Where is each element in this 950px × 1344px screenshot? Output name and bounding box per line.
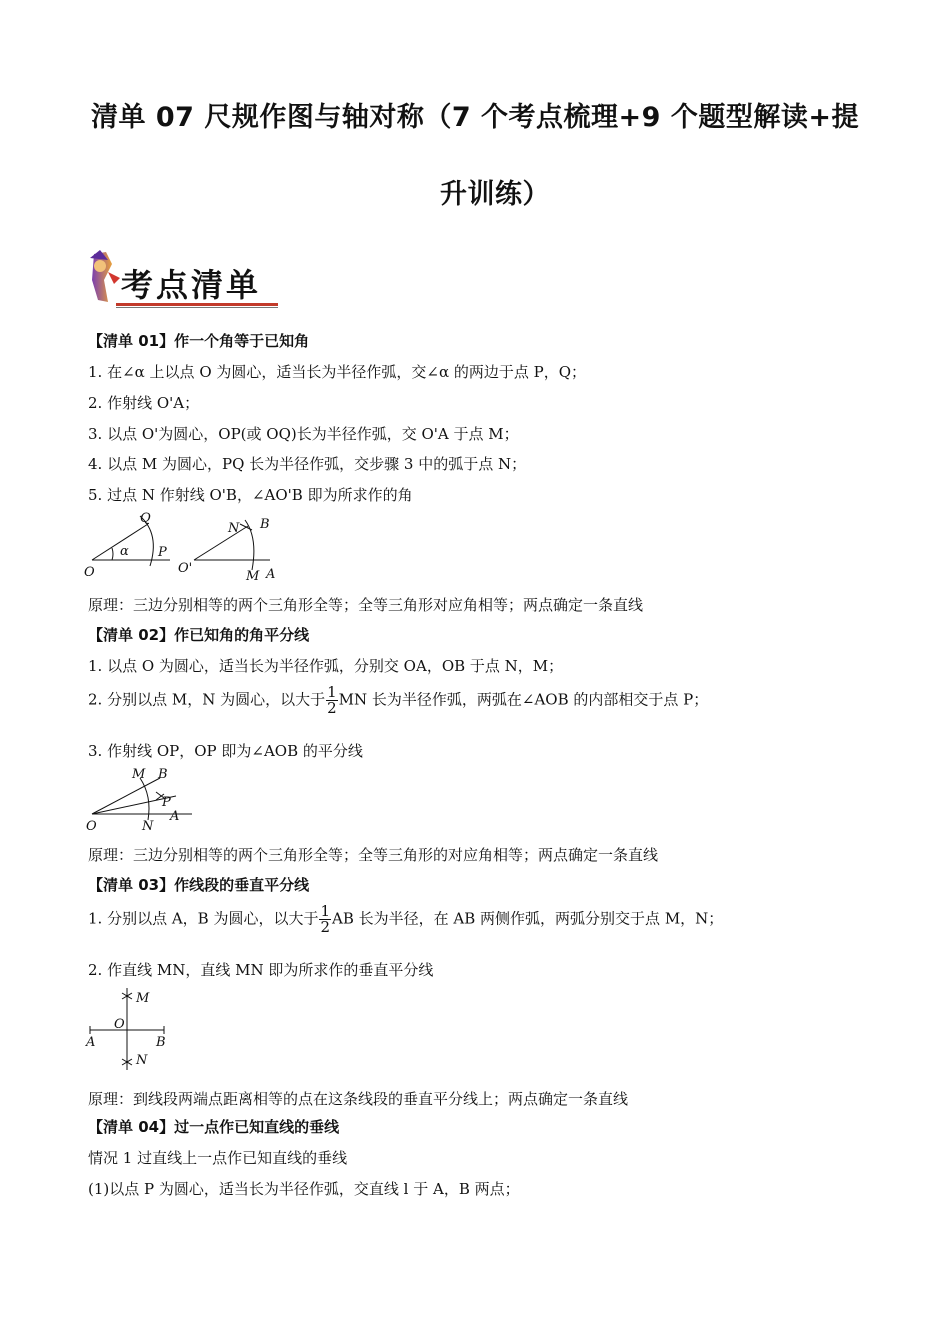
s01-principle: 原理：三边分别相等的两个三角形全等；全等三角形对应角相等；两点确定一条直线: [88, 596, 644, 614]
s03-step-1-post: AB 长为半径，在 AB 两侧作弧，两弧分别交于点 M，N；: [332, 909, 724, 928]
kaodian-banner: [86, 250, 286, 312]
fig1-label-A: A: [266, 567, 276, 582]
fig2-label-M: M: [132, 767, 146, 782]
s04-step-1: (1)以点 P 为圆心，适当长为半径作弧，交直线 l 于 A，B 两点；: [88, 1180, 520, 1198]
fig3-label-M: M: [136, 991, 150, 1006]
s02-step-1: 1. 以点 O 为圆心，适当长为半径作弧，分别交 OA，OB 于点 N，M；: [88, 657, 564, 675]
fig1-label-O: O: [84, 565, 95, 580]
s01-step-2: 2. 作射线 O'A；: [88, 394, 200, 412]
banner-title: 考点清单: [121, 266, 262, 304]
fraction-denominator: 2: [327, 699, 337, 717]
fig3-label-B: B: [156, 1035, 166, 1050]
s04-case-1: 情况 1 过直线上一点作已知直线的垂线: [88, 1149, 348, 1167]
fig1-label-B: B: [260, 517, 270, 532]
s02-principle: 原理：三边分别相等的两个三角形全等；全等三角形的对应角相等；两点确定一条直线: [88, 846, 659, 864]
fig1-label-P: P: [158, 545, 167, 560]
fraction-numerator: 1: [320, 902, 331, 920]
fig3-label-O: O: [114, 1017, 125, 1032]
page-title-line-2: 升训练）: [440, 179, 550, 210]
page-title-line-1: 清单 07 尺规作图与轴对称（7 个考点梳理+9 个题型解读+提: [91, 102, 859, 133]
s02-step-2-post: MN 长为半径作弧，两弧在∠AOB 的内部相交于点 P；: [338, 690, 709, 709]
section-01-heading: 【清单 01】作一个角等于已知角: [88, 332, 310, 350]
fraction-half: [319, 904, 331, 935]
fig2-label-A: A: [170, 809, 180, 824]
s03-principle: 原理：到线段两端点距离相等的点在这条线段的垂直平分线上；两点确定一条直线: [88, 1090, 629, 1108]
figure-angle-bisector: [82, 764, 202, 836]
s01-step-1: 1. 在∠α 上以点 O 为圆心，适当长为半径作弧，交∠α 的两边于点 P，Q；: [88, 363, 587, 381]
s03-step-1-pre: 1. 分别以点 A，B 为圆心，以大于: [88, 909, 319, 928]
s01-step-5: 5. 过点 N 作射线 O'B，∠AO'B 即为所求作的角: [88, 486, 413, 504]
fig1-label-alpha: α: [120, 544, 129, 559]
fig3-label-A: A: [86, 1035, 96, 1050]
fig2-label-O: O: [86, 819, 97, 834]
s01-step-4: 4. 以点 M 为圆心，PQ 长为半径作弧，交步骤 3 中的弧于点 N；: [88, 455, 527, 473]
s02-step-2-pre: 2. 分别以点 M，N 为圆心，以大于: [88, 690, 326, 709]
section-02-heading: 【清单 02】作已知角的角平分线: [88, 626, 310, 644]
fig1-label-Q: Q: [140, 511, 151, 526]
figure-copy-angle: [82, 508, 292, 588]
s03-step-1: [88, 904, 723, 935]
s01-step-3: 3. 以点 O'为圆心，OP(或 OQ)长为半径作弧，交 O'A 于点 M；: [88, 425, 519, 443]
s02-step-2: [88, 685, 708, 716]
section-03-heading: 【清单 03】作线段的垂直平分线: [88, 876, 310, 894]
fraction-denominator: 2: [320, 918, 331, 936]
s03-step-2: 2. 作直线 MN，直线 MN 即为所求作的垂直平分线: [88, 961, 434, 979]
figure-perpendicular-bisector: [82, 984, 182, 1074]
s02-step-3: 3. 作射线 OP，OP 即为∠AOB 的平分线: [88, 742, 363, 760]
fraction-half: [326, 685, 338, 716]
fig2-label-N: N: [142, 819, 154, 834]
fig2-label-P: P: [162, 795, 171, 810]
fig1-label-M: M: [246, 569, 260, 584]
fig1-label-O-prime: O': [178, 561, 193, 576]
fig1-label-N: N: [228, 521, 240, 536]
fraction-numerator: 1: [327, 683, 337, 701]
fig3-label-N: N: [136, 1053, 148, 1068]
section-04-heading: 【清单 04】过一点作已知直线的垂线: [88, 1118, 340, 1136]
fig2-label-B: B: [158, 767, 168, 782]
